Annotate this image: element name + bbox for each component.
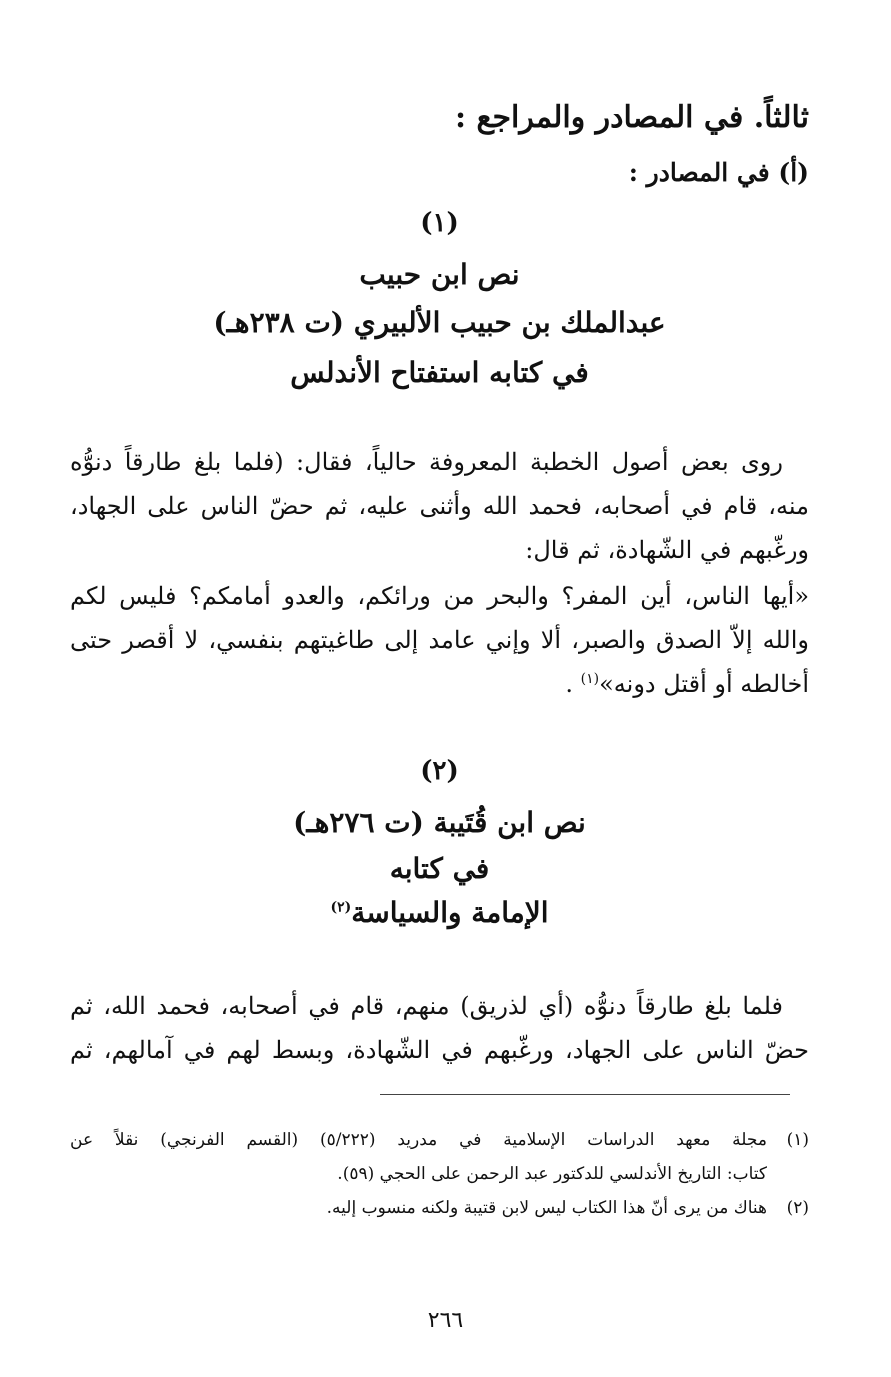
item-1-quote-line: والله إلاّ الصدق والصبر، ألا وإني عامد إلى طاغيتهم بنفسي، لا أقصر حتى: [70, 626, 809, 654]
section-subheading: (أ) في المصادر :: [628, 158, 809, 187]
footnote-1: [70, 1130, 809, 1150]
footnote-1-text: مجلة معهد الدراسات الإسلامية في مدريد (٥/٢٢٢) (القسم الفرنجي) نقلاً عن: [70, 1130, 767, 1150]
item-2-title-text: الإمامة والسياسة: [351, 896, 549, 929]
item-1-paragraph-line: روى بعض أصول الخطبة المعروفة حالياً، فقال: (فلما بلغ طارقاً دنوُّه: [70, 448, 783, 476]
footnote-1-mark: (١): [786, 1130, 809, 1150]
item-2-paragraph-line: حضّ الناس على الجهاد، ورغّبهم في الشّهادة، وبسط لهم في آمالهم، ثم: [70, 1036, 809, 1064]
item-2-paragraph-line: فلما بلغ طارقاً دنوُّه (أي لذريق) منهم، قام في أصحابه، فحمد الله، ثم: [70, 992, 783, 1020]
footnote-2: [70, 1198, 809, 1218]
item-2-title-line: نص ابن قُتَيبة (ت ٢٧٦هـ): [293, 806, 586, 839]
footnote-ref-1: (١): [580, 671, 600, 687]
item-1-title-line: في كتابه استفتاح الأندلس: [290, 356, 589, 389]
item-1-title-line: عبدالملك بن حبيب الألبيري (ت ٢٣٨هـ): [213, 306, 666, 339]
item-1-ending: .: [565, 670, 581, 698]
item-1-number: (١): [420, 208, 459, 238]
item-2-title-last-line: [70, 896, 809, 929]
item-1-paragraph-line: ورغّبهم في الشّهادة، ثم قال:: [525, 536, 809, 564]
footnote-1-continuation: كتاب: التاريخ الأندلسي للدكتور عبد الرحمن على الحجي (٥٩).: [337, 1164, 767, 1184]
footnote-separator: [380, 1094, 790, 1095]
item-1-title-line: نص ابن حبيب: [359, 258, 520, 291]
item-1-paragraph-line: منه، قام في أصحابه، فحمد الله وأثنى عليه، ثم حضّ الناس على الجهاد،: [70, 492, 809, 520]
footnote-2-mark: (٢): [786, 1198, 809, 1218]
item-1-quote-text: أخالطه أو أقتل دونه»: [599, 670, 809, 698]
item-2-number: (٢): [420, 756, 459, 786]
section-heading: ثالثاً. في المصادر والمراجع :: [455, 100, 809, 135]
item-1-quote-last-line: [70, 670, 809, 698]
page-number: ٢٦٦: [427, 1308, 464, 1333]
footnote-ref-2: (٢): [330, 899, 352, 916]
footnote-2-text: هناك من يرى أنّ هذا الكتاب ليس لابن قتيبة ولكنه منسوب إليه.: [326, 1198, 767, 1218]
item-2-title-line: في كتابه: [389, 852, 490, 885]
item-1-quote-line: «أيها الناس، أين المفر؟ والبحر من ورائكم، والعدو أمامكم؟ فليس لكم: [70, 582, 809, 610]
